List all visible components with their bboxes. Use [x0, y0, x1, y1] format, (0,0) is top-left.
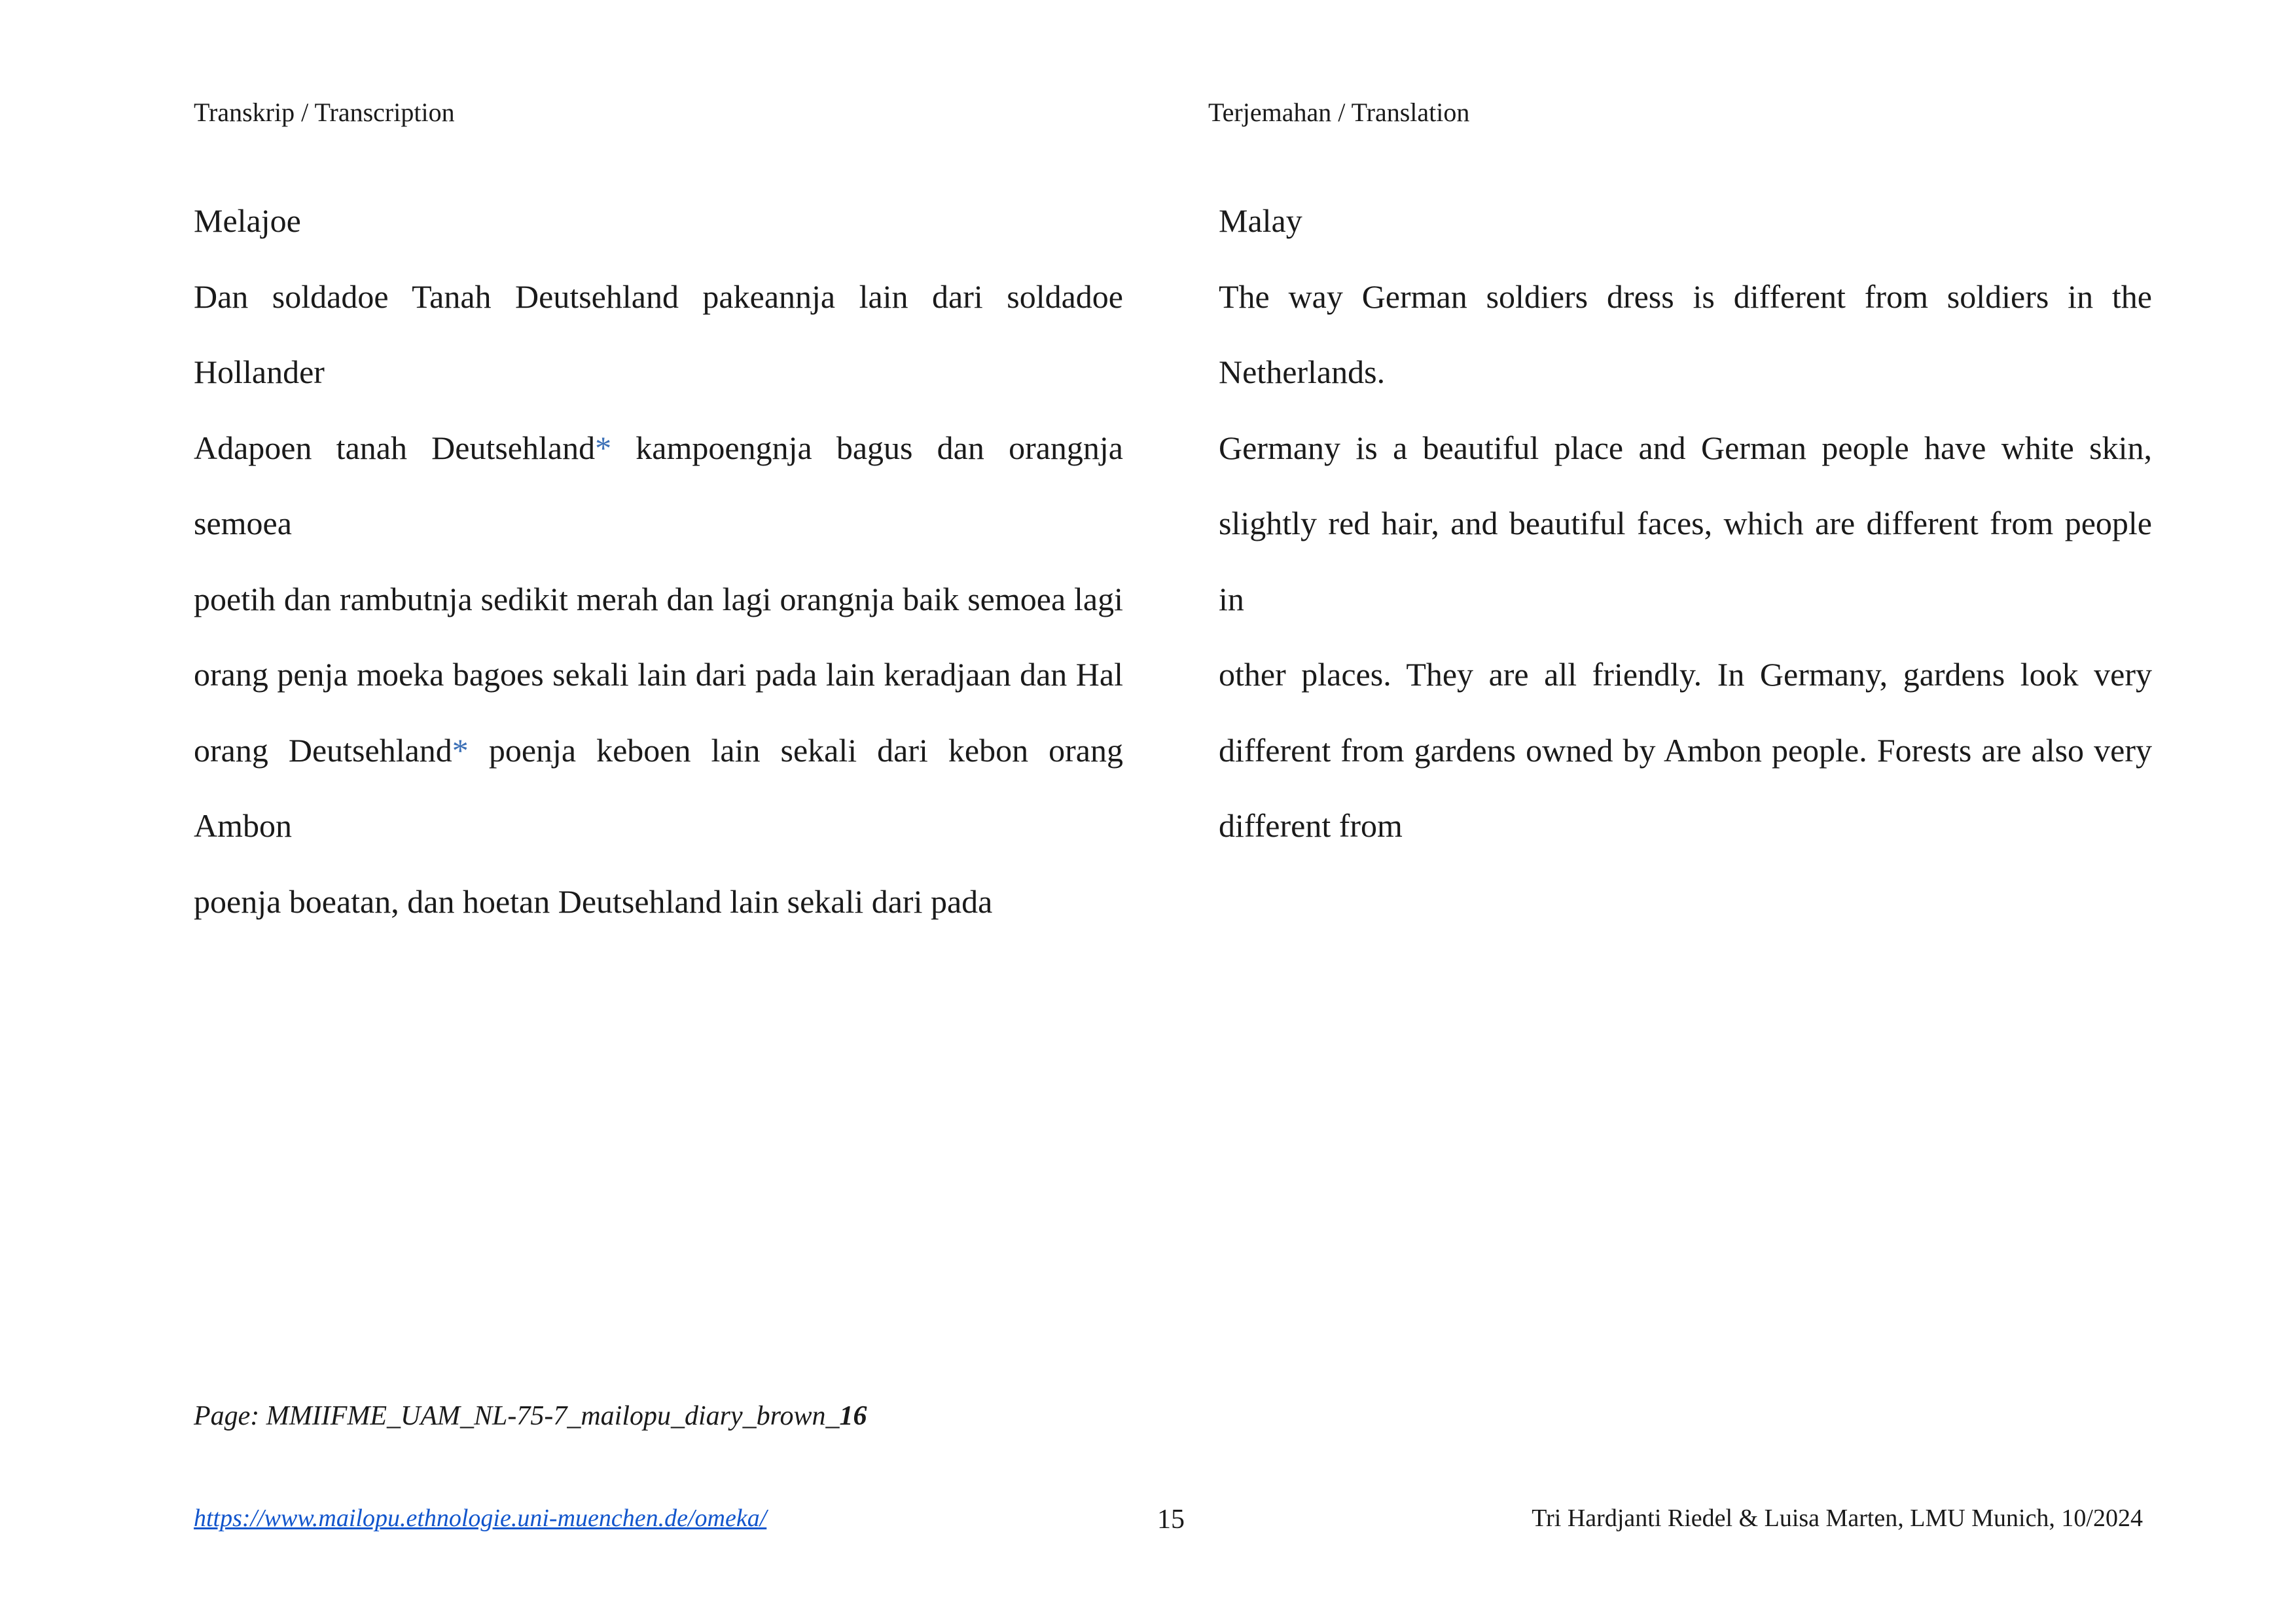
text-line: [194, 713, 1123, 864]
footnote-marker: *: [595, 429, 612, 466]
page-number: 15: [1157, 1504, 1185, 1535]
text-segment: Adapoen tanah Deutsehland: [194, 429, 596, 466]
transcription-paragraph-2: [194, 410, 1123, 940]
omeka-link[interactable]: https://www.mailopu.ethnologie.uni-muenchen.de/omeka/: [194, 1504, 767, 1532]
credit-line: Tri Hardjanti Riedel & Luisa Marten, LMU Munich, 10/2024: [1532, 1504, 2143, 1532]
translation-title: Malay: [1219, 202, 1302, 239]
transcription-column: [194, 183, 1123, 939]
text-line: [194, 410, 1123, 562]
text-line: slightly red hair, and beautiful faces, which are different from people in: [1219, 505, 2152, 617]
translation-paragraph-2: [1219, 410, 2152, 864]
text-line: other places. They are all friendly. In Germany, gardens look very: [1219, 656, 2152, 693]
translation-paragraph-1: [1219, 259, 2152, 410]
page-reference-number: 16: [839, 1401, 867, 1431]
transcription-header: Transkrip / Transcription: [194, 98, 455, 127]
page-reference: [194, 1400, 867, 1432]
text-segment: orang Deutsehland: [194, 731, 452, 769]
footnote-marker: *: [452, 731, 469, 769]
text-line: Germany is a beautiful place and German people have white skin,: [1219, 429, 2152, 466]
text-line: orang penja moeka bagoes sekali lain dari pada lain keradjaan dan Hal: [194, 656, 1123, 693]
translation-column: [1219, 183, 2152, 864]
translation-header: Terjemahan / Translation: [1208, 98, 1470, 127]
text-line: Hollander: [194, 354, 325, 390]
text-line: Dan soldadoe Tanah Deutsehland pakeannja lain dari soldadoe: [194, 278, 1123, 315]
transcription-title: Melajoe: [194, 202, 301, 239]
text-line: The way German soldiers dress is different from soldiers in the: [1219, 278, 2152, 315]
text-line: Netherlands.: [1219, 354, 1386, 390]
text-line: different from gardens owned by Ambon people. Forests are also very: [1219, 731, 2152, 769]
text-segment: kampoengnja bagus dan orangnja semoea: [194, 429, 1123, 541]
text-segment: poenja keboen lain sekali dari kebon orang Ambon: [194, 731, 1123, 844]
text-line: poetih dan rambutnja sedikit merah dan lagi orangnja baik semoea lagi: [194, 580, 1123, 617]
transcription-paragraph-1: [194, 259, 1123, 410]
text-line: different from: [1219, 807, 1403, 844]
text-line: poenja boeatan, dan hoetan Deutsehland lain sekali dari pada: [194, 883, 993, 920]
page-reference-prefix: Page: MMIIFME_UAM_NL-75-7_mailopu_diary_brown_: [194, 1401, 840, 1431]
